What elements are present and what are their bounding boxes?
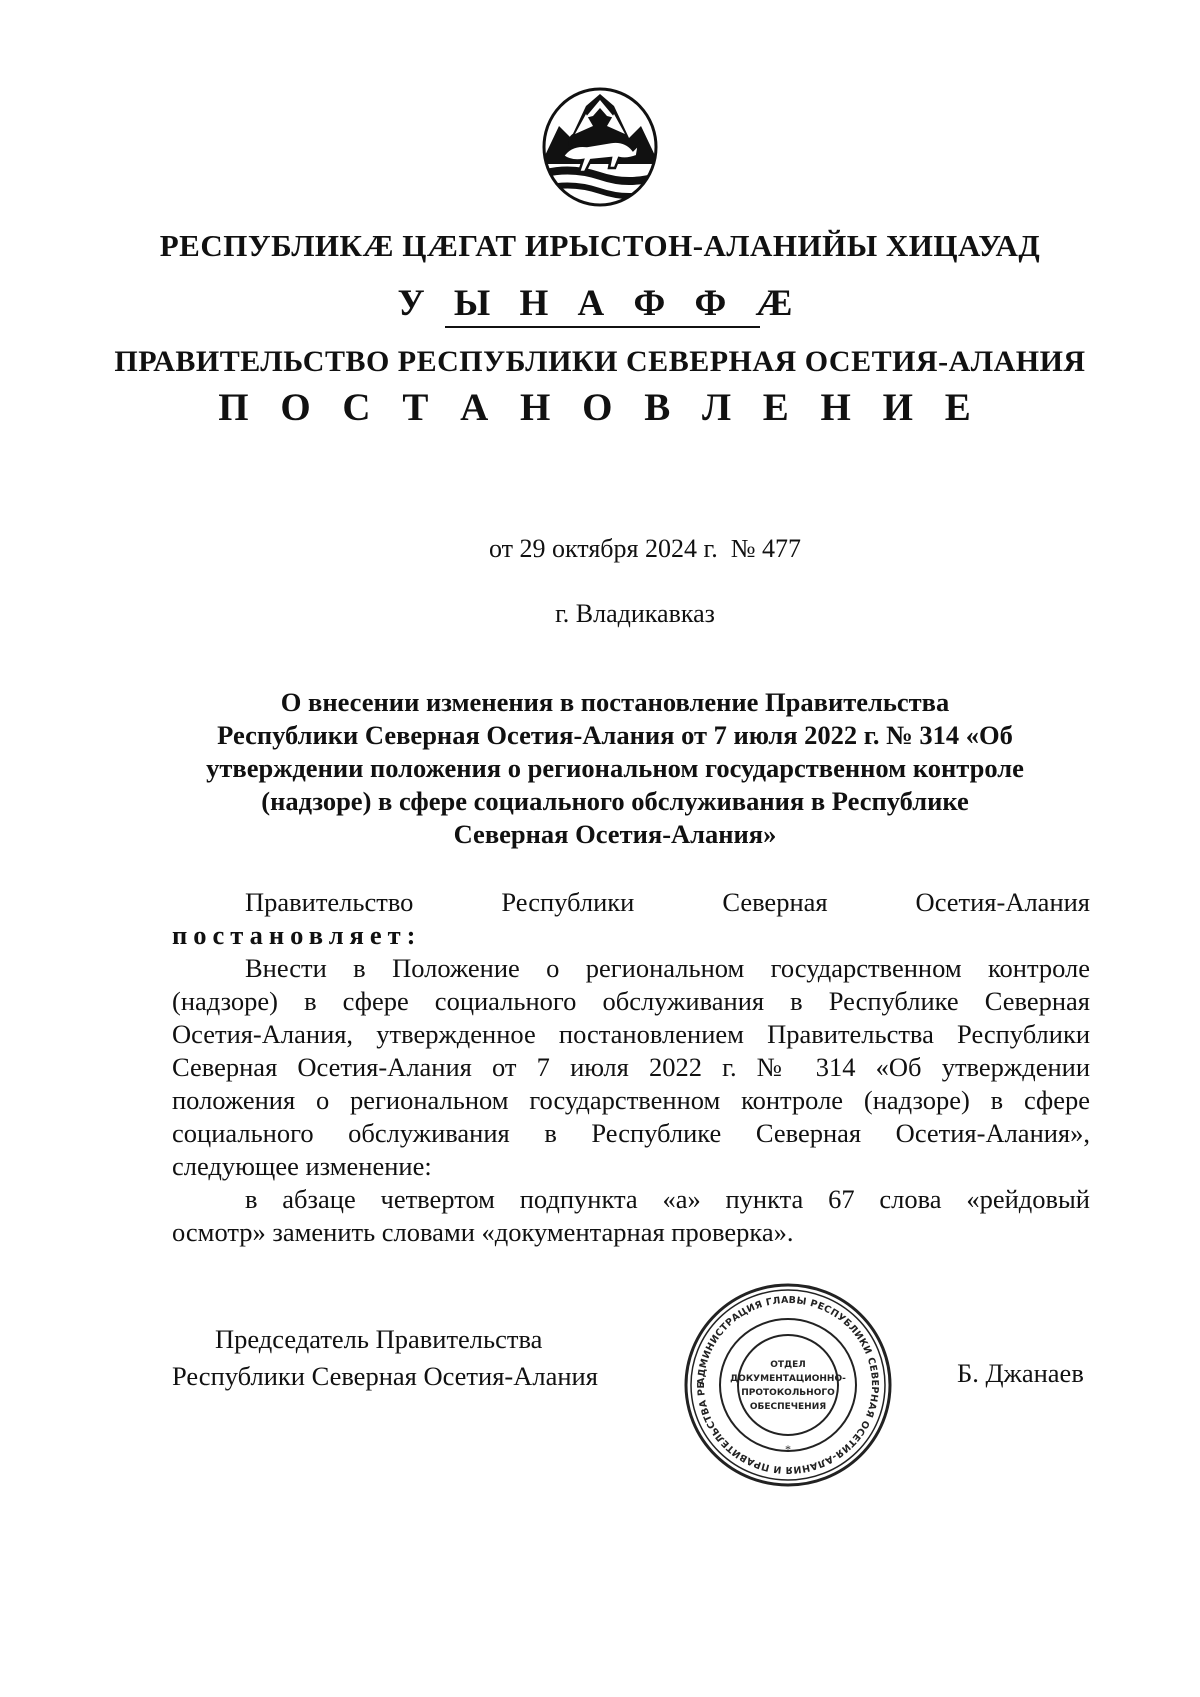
stamp-center-line: ПРОТОКОЛЬНОГО — [741, 1388, 835, 1398]
resolves-word: постановляет: — [172, 920, 422, 950]
paragraph-line: осмотр» заменить словами «документарная проверка». — [172, 1217, 794, 1247]
paragraph-line: положения о региональном государственном контроле (надзоре) в сфере — [172, 1085, 1090, 1115]
svg-text:*: * — [785, 1442, 791, 1456]
signer-position-line: Председатель Правительства — [215, 1324, 543, 1354]
russian-government-name: ПРАВИТЕЛЬСТВО РЕСПУБЛИКИ СЕВЕРНАЯ ОСЕТИЯ-АЛАНИЯ — [114, 345, 1086, 378]
stamp-center-line: ДОКУМЕНТАЦИОННО- — [730, 1374, 846, 1384]
paragraph-line: Северная Осетия-Алания от 7 июля 2022 г. № 314 «Об утверждении — [172, 1052, 1090, 1082]
document-date-number: от 29 октября 2024 г. № 477 — [488, 534, 801, 563]
signer-name: Б. Джанаев — [957, 1358, 1084, 1388]
ossetian-government-name: РЕСПУБЛИКӔ ЦӔГАТ ИРЫСТОН-АЛАНИЙЫ ХИЦАУАД — [159, 228, 1041, 263]
stamp-outer-text: АДМИНИСТРАЦИЯ ГЛАВЫ РЕСПУБЛИКИ СЕВЕРНАЯ ОСЕТИЯ-АЛАНИЯ И ПРАВИТЕЛЬСТВА РЕ — [695, 1294, 881, 1476]
title-line: Северная Осетия-Алания» — [453, 819, 777, 849]
paragraph-line: Осетия-Алания, утвержденное постановлением Правительства Республики — [172, 1019, 1090, 1049]
preamble-line: Правительство Республики Северная Осетия-Алания — [245, 887, 1090, 917]
document-body — [172, 886, 1090, 1249]
title-line: утверждении положения о региональном государственном контроле — [206, 753, 1024, 783]
paragraph-line: следующее изменение: — [172, 1151, 432, 1181]
official-stamp-icon — [683, 1281, 893, 1489]
document-title — [175, 686, 1055, 851]
paragraph-line: социального обслуживания в Республике Северная Осетия-Алания», — [172, 1118, 1090, 1148]
coat-of-arms-icon — [541, 86, 659, 212]
stamp-center-line: ОБЕСПЕЧЕНИЯ — [749, 1402, 827, 1412]
document-city: г. Владикавказ — [555, 599, 715, 628]
paragraph-line: в абзаце четвертом подпункта «а» пункта 67 слова «рейдовый — [245, 1184, 1090, 1214]
signer-position — [172, 1321, 598, 1395]
title-line: (надзоре) в сфере социального обслуживания в Республике — [261, 786, 969, 816]
russian-document-type: П О С Т А Н О В Л Е Н И Е — [218, 386, 982, 429]
ossetian-document-type: У Ы Н А Ф Ф Ӕ — [397, 283, 803, 324]
signer-position-line: Республики Северная Осетия-Алания — [172, 1361, 598, 1391]
stamp-center-line: ОТДЕЛ — [770, 1360, 806, 1370]
header-divider — [445, 326, 760, 328]
title-line: Республики Северная Осетия-Алания от 7 июля 2022 г. № 314 «Об — [217, 720, 1013, 750]
paragraph-line: Внести в Положение о региональном государственном контроле — [245, 953, 1090, 983]
paragraph-line: (надзоре) в сфере социального обслуживания в Республике Северная — [172, 986, 1090, 1016]
title-line: О внесении изменения в постановление Правительства — [280, 687, 950, 717]
